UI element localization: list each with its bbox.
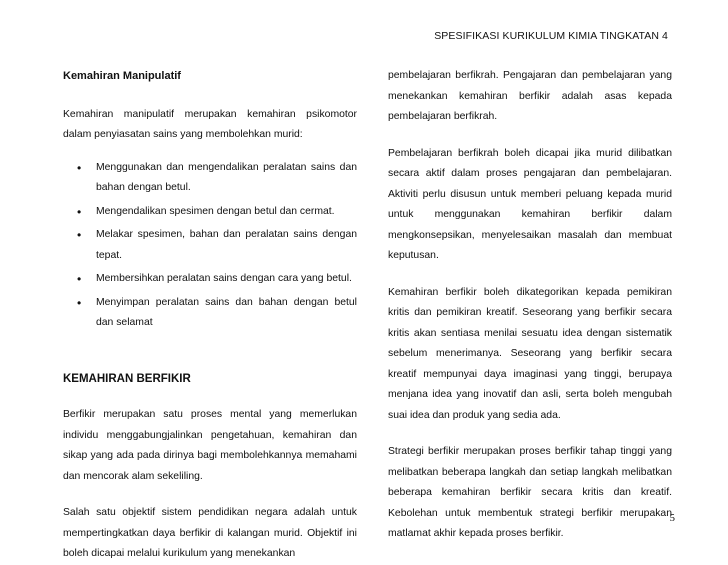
list-item-text: Menyimpan peralatan sains dan bahan dengan betul dan selamat <box>96 296 357 328</box>
bullet-icon: • <box>77 228 82 242</box>
thinking-strategy-paragraph: Strategi berfikir merupakan proses berfikir tahap tinggi yang melibatkan beberapa langkah dan setiap langkah melibatkan beberapa kemahiran berfikir secara kritis dan kreatif. Kebolehan untuk membentuk strategi berfikir merupakan matlamat akhir kepada proses berfikir. <box>388 446 672 539</box>
list-item <box>63 269 357 290</box>
list-item <box>63 202 357 223</box>
active-learning-paragraph: Pembelajaran berfikrah boleh dicapai jika murid dilibatkan secara aktif dalam proses pengajaran dan pembelajaran. Aktiviti perlu disusun untuk memberi peluang kepada murid untuk menggunakan kemahiran berfikir dalam mengkonsepsikan, menyelesaikan masalah dan membuat keputusan. <box>388 147 672 261</box>
thinking-definition-paragraph: Berfikir merupakan satu proses mental yang memerlukan individu menggabungjalinkan pengetahuan, kemahiran dan sikap yang ada pada dirinya bagi membolehkannya memahami dan mencorak alam sekeliling. <box>63 409 357 482</box>
bullet-icon: • <box>77 204 82 219</box>
bullet-icon: • <box>77 295 82 310</box>
list-item <box>63 225 357 266</box>
page-number: 5 <box>669 512 675 524</box>
list-item-text: Melakar spesimen, bahan dan peralatan sains dengan tepat. <box>96 229 357 261</box>
right-column <box>388 66 672 545</box>
list-item <box>63 293 357 334</box>
manipulative-intro-paragraph: Kemahiran manipulatif merupakan kemahiran psikomotor dalam penyiasatan sains yang membolehkan murid: <box>63 108 357 140</box>
list-item-text: Membersihkan peralatan sains dengan cara yang betul. <box>96 273 352 284</box>
manipulative-skills-list <box>63 158 357 334</box>
thinking-objective-paragraph: Salah satu objektif sistem pendidikan negara adalah untuk mempertingkatkan daya berfikir di kalangan murid. Objektif ini boleh dicapai melalui kurikulum yang menekankan <box>63 507 357 559</box>
list-item-text: Mengendalikan spesimen dengan betul dan cermat. <box>96 205 335 217</box>
section-heading-thinking-skills: KEMAHIRAN BERFIKIR <box>63 372 191 385</box>
section-heading-manipulative: Kemahiran Manipulatif <box>63 70 181 82</box>
thoughtful-learning-paragraph: pembelajaran berfikrah. Pengajaran dan pembelajaran yang menekankan kemahiran berfikir adalah asas kepada pembelajaran berfikrah. <box>388 70 672 122</box>
list-item-text: Menggunakan dan mengendalikan peralatan sains dan bahan dengan betul. <box>96 161 357 193</box>
running-header: SPESIFIKASI KURIKULUM KIMIA TINGKATAN 4 <box>434 30 668 42</box>
left-column <box>63 66 357 565</box>
critical-creative-paragraph: Kemahiran berfikir boleh dikategorikan kepada pemikiran kritis dan pemikiran kreatif. Seseorang yang berfikir secara kritis akan sentiasa menilai sesuatu idea dengan sistematik sebelum menerimanya. Seseorang yang berfikir secara kreatif mempunyai daya imaginasi yang tinggi, berupaya menjana idea yang inovatif dan asli, serta boleh mengubah suai idea dan produk yang sedia ada. <box>388 286 672 421</box>
bullet-icon: • <box>77 272 82 286</box>
list-item <box>63 158 357 199</box>
bullet-icon: • <box>77 160 82 175</box>
